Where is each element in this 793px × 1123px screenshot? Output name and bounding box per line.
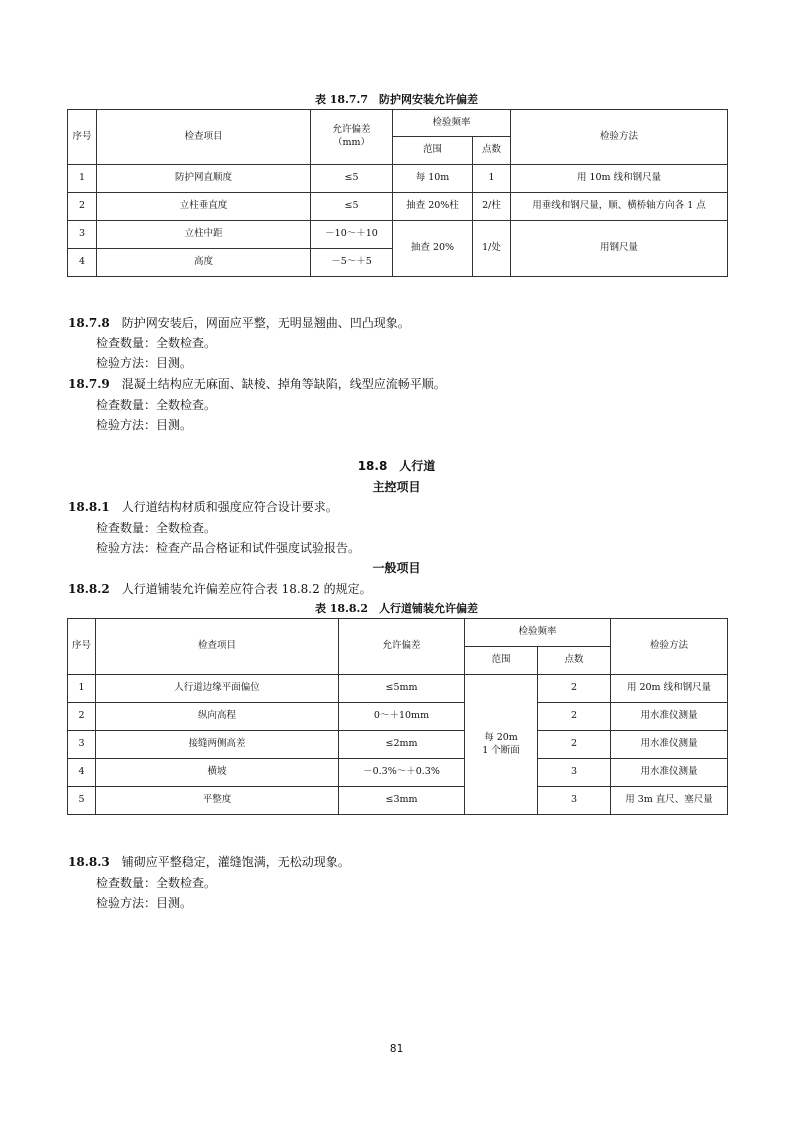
cell-tolerance: 0～＋10mm xyxy=(339,703,465,731)
table-row xyxy=(68,193,728,221)
table-row xyxy=(68,675,728,703)
cell-item: 接缝两侧高差 xyxy=(96,731,339,759)
cell-range: 抽查 20% xyxy=(393,221,473,277)
cell-item: 高度 xyxy=(97,249,311,277)
cell-tolerance: ≤5mm xyxy=(339,675,465,703)
cell-item: 立柱垂直度 xyxy=(97,193,311,221)
cell-no: 1 xyxy=(68,165,97,193)
clause-text: 人行道结构材质和强度应符合设计要求。 xyxy=(121,500,338,514)
cell-tolerance: ≤2mm xyxy=(339,731,465,759)
cell-tolerance: －5～＋5 xyxy=(311,249,393,277)
cell-no: 3 xyxy=(68,221,97,249)
table-row xyxy=(68,221,728,249)
subheading-general-items: 一般项目 xyxy=(372,561,421,575)
section-heading: 18.8 人行道 xyxy=(357,459,436,473)
cell-tolerance: －10～＋10 xyxy=(311,221,393,249)
cell-range: 抽查 20%柱 xyxy=(393,193,473,221)
header-no: 序号 xyxy=(68,619,96,675)
header-tolerance-label: 允许偏差 xyxy=(332,124,371,136)
cell-method: 用垂线和钢尺量，顺、横桥轴方向各 1 点 xyxy=(511,193,728,221)
cell-item: 立柱中距 xyxy=(97,221,311,249)
cell-method: 用钢尺量 xyxy=(511,221,728,277)
cell-method: 用水准仪测量 xyxy=(611,731,728,759)
cell-no: 2 xyxy=(68,193,97,221)
check-quantity: 检查数量：全数检查。 xyxy=(96,876,217,890)
clause-text: 铺砌应平整稳定，灌缝饱满，无松动现象。 xyxy=(121,855,350,869)
cell-no: 3 xyxy=(68,731,96,759)
cell-no: 4 xyxy=(68,759,96,787)
table-18-8-2-caption: 表 18.8.2 人行道铺装允许偏差 xyxy=(314,602,479,615)
cell-no: 1 xyxy=(68,675,96,703)
check-method: 检验方法：目测。 xyxy=(96,418,193,432)
header-method: 检验方法 xyxy=(511,110,728,165)
check-quantity: 检查数量：全数检查。 xyxy=(96,398,217,412)
cell-method: 用水准仪测量 xyxy=(611,703,728,731)
clause-18-8-2 xyxy=(68,580,372,597)
page-number: 81 xyxy=(389,1042,404,1055)
header-tolerance xyxy=(311,110,393,165)
check-method: 检验方法：检查产品合格证和试件强度试验报告。 xyxy=(96,541,361,555)
cell-method: 用水准仪测量 xyxy=(611,759,728,787)
cell-tolerance: ≤3mm xyxy=(339,787,465,815)
header-method: 检验方法 xyxy=(611,619,728,675)
cell-item: 横坡 xyxy=(96,759,339,787)
table-18-7-7-caption: 表 18.7.7 防护网安装允许偏差 xyxy=(314,93,479,106)
subheading-main-items: 主控项目 xyxy=(372,480,421,494)
clause-18-8-1 xyxy=(68,498,338,515)
header-tolerance: 允许偏差 xyxy=(339,619,465,675)
cell-item: 人行道边缘平面偏位 xyxy=(96,675,339,703)
cell-points: 2 xyxy=(538,675,611,703)
header-item: 检查项目 xyxy=(97,110,311,165)
clause-text: 人行道铺装允许偏差应符合表 18.8.2 的规定。 xyxy=(121,582,372,596)
clause-number: 18.8.1 xyxy=(68,500,110,514)
cell-tolerance: ≤5 xyxy=(311,193,393,221)
clause-18-7-8 xyxy=(68,314,410,331)
cell-points: 2 xyxy=(538,731,611,759)
header-item: 检查项目 xyxy=(96,619,339,675)
cell-range xyxy=(465,675,538,815)
clause-text: 防护网安装后，网面应平整，无明显翘曲、凹凸现象。 xyxy=(121,316,410,330)
check-quantity: 检查数量：全数检查。 xyxy=(96,336,217,350)
cell-item: 防护网直顺度 xyxy=(97,165,311,193)
cell-item: 平整度 xyxy=(96,787,339,815)
table-row xyxy=(68,759,728,787)
cell-method: 用 3m 直尺、塞尺量 xyxy=(611,787,728,815)
check-method: 检验方法：目测。 xyxy=(96,896,193,910)
cell-tolerance: ≤5 xyxy=(311,165,393,193)
cell-no: 4 xyxy=(68,249,97,277)
check-method: 检验方法：目测。 xyxy=(96,356,193,370)
range-line-1: 每 20m xyxy=(484,731,518,743)
clause-number: 18.8.3 xyxy=(68,855,110,869)
cell-points: 3 xyxy=(538,759,611,787)
header-points: 点数 xyxy=(538,647,611,675)
cell-points: 2/柱 xyxy=(473,193,511,221)
table-row xyxy=(68,787,728,815)
clause-number: 18.8.2 xyxy=(68,582,110,596)
header-tolerance-unit: （mm） xyxy=(332,137,371,148)
cell-no: 2 xyxy=(68,703,96,731)
clause-number: 18.7.9 xyxy=(68,377,110,391)
range-line-2: 1 个断面 xyxy=(482,744,520,756)
table-row xyxy=(68,703,728,731)
header-no: 序号 xyxy=(68,110,97,165)
check-quantity: 检查数量：全数检查。 xyxy=(96,521,217,535)
table-18-8-2 xyxy=(67,618,728,815)
cell-method: 用 10m 线和钢尺量 xyxy=(511,165,728,193)
header-range: 范围 xyxy=(393,137,473,165)
clause-text: 混凝土结构应无麻面、缺棱、掉角等缺陷，线型应流畅平顺。 xyxy=(121,377,446,391)
cell-points: 2 xyxy=(538,703,611,731)
cell-points: 1/处 xyxy=(473,221,511,277)
header-points: 点数 xyxy=(473,137,511,165)
header-range: 范围 xyxy=(465,647,538,675)
table-18-7-7 xyxy=(67,109,728,277)
clause-18-7-9 xyxy=(68,375,446,392)
clause-18-8-3 xyxy=(68,853,350,870)
header-frequency: 检验频率 xyxy=(393,110,511,137)
table-row xyxy=(68,165,728,193)
cell-range: 每 10m xyxy=(393,165,473,193)
table-row xyxy=(68,731,728,759)
header-frequency: 检验频率 xyxy=(465,619,611,647)
cell-tolerance: －0.3%～＋0.3% xyxy=(339,759,465,787)
clause-number: 18.7.8 xyxy=(68,316,110,330)
cell-points: 1 xyxy=(473,165,511,193)
cell-method: 用 20m 线和钢尺量 xyxy=(611,675,728,703)
cell-no: 5 xyxy=(68,787,96,815)
cell-item: 纵向高程 xyxy=(96,703,339,731)
cell-points: 3 xyxy=(538,787,611,815)
